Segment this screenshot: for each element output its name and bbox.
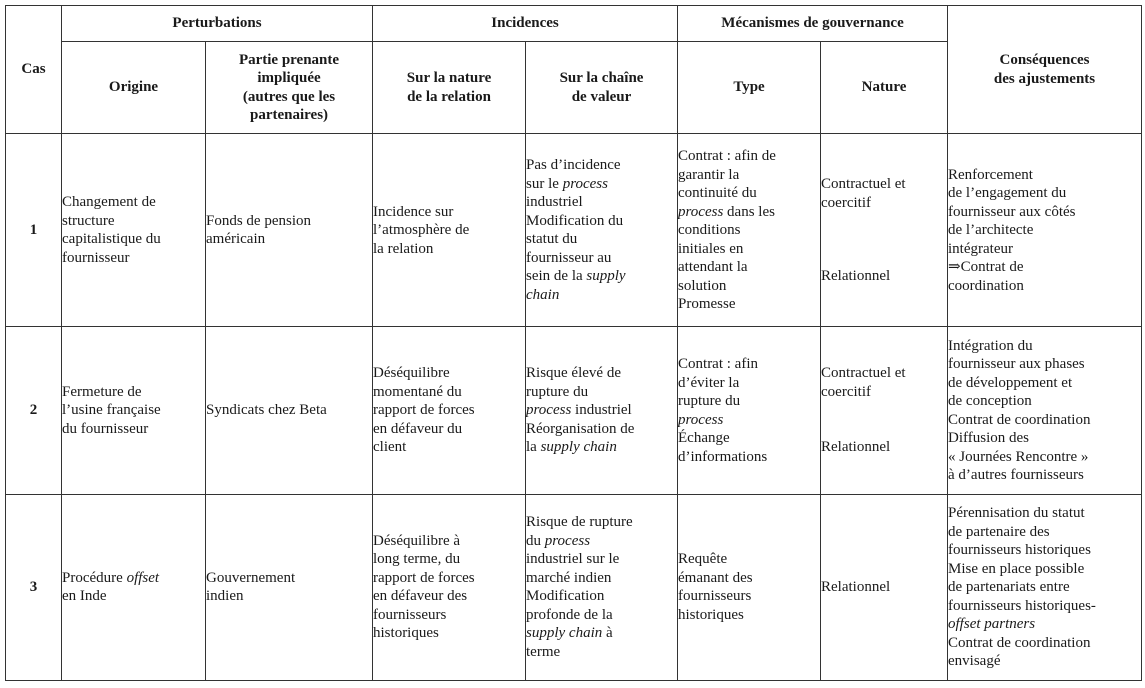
nature-line: Relationnel: [821, 268, 891, 285]
type-cell: [678, 327, 821, 494]
partie-line: Syndicats chez Beta: [206, 402, 327, 419]
nature-relation-line: Incidence sur: [373, 203, 454, 220]
nature-spacer: [821, 212, 947, 267]
consequences-line: fournisseurs historiques: [948, 542, 1091, 559]
header-perturbations: Perturbations: [62, 6, 373, 42]
nature-relation-line: fournisseurs: [373, 606, 447, 623]
consequences-line: coordination: [948, 277, 1024, 294]
consequences-line: envisagé: [948, 653, 1001, 670]
nature-cell: [821, 134, 948, 327]
consequences-line: de l’engagement du: [948, 185, 1067, 202]
consequences-line: de conception: [948, 393, 1032, 410]
nature-line: Relationnel: [821, 579, 891, 596]
consequences-line: de partenariats entre: [948, 579, 1070, 596]
consequences-italic: offset partners: [948, 616, 1036, 633]
chaine-valeur-line: Modification du: [526, 212, 624, 229]
chaine-valeur-cell: [526, 134, 678, 327]
type-line: Requête: [678, 551, 728, 568]
type-italic: process: [678, 203, 724, 220]
consequences-line: fournisseur aux côtés: [948, 203, 1076, 220]
chaine-valeur-text: industriel: [571, 402, 632, 419]
nature-relation-line: long terme, du: [373, 551, 461, 568]
origine-line: Changement de: [62, 194, 156, 211]
governance-table: [5, 5, 1142, 681]
consequences-line: fournisseur aux phases: [948, 356, 1085, 373]
partie-cell: [206, 327, 373, 494]
consequences-line: ⇒Contrat de: [948, 259, 1024, 276]
chaine-valeur-italic: chain: [526, 286, 560, 303]
type-line: continuité du: [678, 185, 757, 202]
nature-line: coercitif: [821, 383, 871, 400]
nature-relation-line: historiques: [373, 625, 439, 642]
chaine-valeur-line: [526, 175, 677, 194]
chaine-valeur-line: rupture du: [526, 383, 589, 400]
cas-number: 2: [6, 327, 62, 494]
chaine-valeur-line: terme: [526, 643, 561, 660]
type-line: émanant des: [678, 569, 753, 586]
partie-cell: [206, 134, 373, 327]
nature-relation-line: la relation: [373, 240, 434, 257]
header-row-1: [6, 6, 1142, 42]
chaine-valeur-line: [526, 438, 677, 457]
header-chaine-valeur-line: de valeur: [571, 88, 632, 105]
header-nature: Nature: [821, 42, 948, 134]
type-line: historiques: [678, 606, 744, 623]
nature-relation-cell: [373, 494, 526, 680]
chaine-valeur-line: Risque élevé de: [526, 365, 621, 382]
type-line: solution: [678, 277, 727, 294]
header-mecanismes: Mécanismes de gouvernance: [678, 6, 948, 42]
consequences-line: Contrat de coordination: [948, 411, 1091, 428]
chaine-valeur-line: Réorganisation de: [526, 420, 635, 437]
partie-line: américain: [206, 231, 266, 248]
type-line: d’informations: [678, 448, 768, 465]
chaine-valeur-line: Risque de rupture: [526, 514, 633, 531]
header-chaine-valeur: [526, 42, 678, 134]
nature-relation-cell: [373, 134, 526, 327]
nature-spacer: [821, 401, 947, 438]
origine-cell: [62, 327, 206, 494]
header-partie-prenante: [206, 42, 373, 134]
origine-line: [62, 569, 205, 588]
chaine-valeur-line: [526, 267, 677, 286]
chaine-valeur-text: du: [526, 532, 545, 549]
nature-relation-line: Déséquilibre: [373, 365, 450, 382]
type-line: Échange: [678, 430, 730, 447]
nature-line: Contractuel et: [821, 365, 906, 382]
partie-line: Gouvernement: [206, 569, 296, 586]
cas-number: 3: [6, 494, 62, 680]
nature-relation-line: momentané du: [373, 383, 462, 400]
header-origine: Origine: [62, 42, 206, 134]
header-partie-line: impliquée: [257, 70, 321, 87]
header-chaine-valeur-line: Sur la chaîne: [559, 70, 644, 87]
type-line: rupture du: [678, 393, 741, 410]
type-line: Promesse: [678, 296, 736, 313]
partie-cell: [206, 494, 373, 680]
chaine-valeur-line: marché indien: [526, 569, 612, 586]
header-cas: Cas: [6, 6, 62, 134]
header-partie-line: Partie prenante: [238, 51, 340, 68]
origine-cell: [62, 134, 206, 327]
consequences-cell: [948, 494, 1142, 680]
origine-line: structure: [62, 212, 115, 229]
consequences-line: « Journées Rencontre »: [948, 448, 1089, 465]
chaine-valeur-italic: process: [544, 532, 591, 549]
consequences-line: Renforcement: [948, 166, 1033, 183]
chaine-valeur-italic: process: [526, 402, 572, 419]
type-italic: process: [678, 411, 724, 428]
origine-line: en Inde: [62, 588, 107, 605]
nature-relation-cell: [373, 327, 526, 494]
nature-relation-line: en défaveur des: [373, 588, 468, 605]
type-line: Contrat : afin de: [678, 148, 776, 165]
partie-line: indien: [206, 588, 244, 605]
consequences-line: de partenaire des: [948, 523, 1050, 540]
nature-relation-line: Déséquilibre à: [373, 532, 461, 549]
origine-text: Procédure: [62, 569, 127, 586]
consequences-line: de développement et: [948, 374, 1073, 391]
type-line: initiales en: [678, 240, 744, 257]
origine-italic: offset: [126, 569, 160, 586]
chaine-valeur-line: industriel sur le: [526, 551, 620, 568]
consequences-line: à d’autres fournisseurs: [948, 467, 1084, 484]
nature-line: coercitif: [821, 194, 871, 211]
header-nature-relation-line: de la relation: [407, 88, 491, 105]
chaine-valeur-line: fournisseur au: [526, 249, 612, 266]
header-nature-relation: [373, 42, 526, 134]
chaine-valeur-italic: supply chain: [526, 625, 603, 642]
origine-cell: [62, 494, 206, 680]
header-incidences: Incidences: [373, 6, 678, 42]
chaine-valeur-text: à: [602, 625, 613, 642]
nature-line: Relationnel: [821, 439, 891, 456]
type-line: [678, 203, 820, 222]
consequences-line: Pérennisation du statut: [948, 505, 1085, 522]
header-consequences-line: Conséquences: [999, 52, 1090, 69]
type-line: conditions: [678, 222, 741, 239]
chaine-valeur-italic: supply chain: [540, 439, 617, 456]
type-line: d’éviter la: [678, 374, 740, 391]
chaine-valeur-line: [526, 401, 677, 420]
nature-relation-line: l’atmosphère de: [373, 222, 470, 239]
chaine-valeur-line: industriel: [526, 194, 583, 211]
header-partie-line: (autres que les: [242, 88, 336, 105]
type-line: Contrat : afin: [678, 356, 758, 373]
type-line: attendant la: [678, 259, 748, 276]
nature-relation-line: rapport de forces: [373, 402, 475, 419]
header-consequences-line: des ajustements: [993, 70, 1096, 87]
chaine-valeur-text: sur le: [526, 175, 563, 192]
consequences-cell: [948, 134, 1142, 327]
chaine-valeur-text: la: [526, 439, 541, 456]
consequences-line: fournisseurs historiques-: [948, 597, 1096, 614]
nature-line: Contractuel et: [821, 176, 906, 193]
header-partie-line: partenaires): [249, 107, 329, 124]
nature-cell: [821, 327, 948, 494]
consequences-cell: [948, 327, 1142, 494]
origine-line: du fournisseur: [62, 420, 149, 437]
nature-relation-line: client: [373, 439, 407, 456]
table-row: [6, 327, 1142, 494]
consequences-line: Mise en place possible: [948, 560, 1085, 577]
chaine-valeur-line: statut du: [526, 231, 578, 248]
table-row: [6, 134, 1142, 327]
chaine-valeur-cell: [526, 494, 678, 680]
chaine-valeur-italic: process: [562, 175, 608, 192]
chaine-valeur-line: profonde de la: [526, 606, 613, 623]
origine-line: capitalistique du: [62, 231, 161, 248]
header-type: Type: [678, 42, 821, 134]
consequences-line: intégrateur: [948, 240, 1013, 257]
chaine-valeur-text: sein de la: [526, 268, 587, 285]
origine-line: Fermeture de: [62, 383, 142, 400]
type-line: garantir la: [678, 166, 740, 183]
type-cell: [678, 134, 821, 327]
partie-line: Fonds de pension: [206, 212, 311, 229]
nature-relation-line: en défaveur du: [373, 420, 463, 437]
chaine-valeur-italic: supply: [586, 268, 626, 285]
origine-line: l’usine française: [62, 402, 161, 419]
cas-number: 1: [6, 134, 62, 327]
type-text: dans les: [723, 203, 775, 220]
chaine-valeur-cell: [526, 327, 678, 494]
consequences-line: Diffusion des: [948, 430, 1029, 447]
consequences-line: Contrat de coordination: [948, 634, 1091, 651]
nature-relation-line: rapport de forces: [373, 569, 475, 586]
chaine-valeur-line: Modification: [526, 588, 605, 605]
type-cell: [678, 494, 821, 680]
origine-line: fournisseur: [62, 249, 130, 266]
chaine-valeur-line: Pas d’incidence: [526, 157, 621, 174]
header-consequences: [948, 6, 1142, 134]
type-line: fournisseurs: [678, 588, 752, 605]
consequences-line: de l’architecte: [948, 222, 1034, 239]
nature-cell: [821, 494, 948, 680]
consequences-line: Intégration du: [948, 337, 1033, 354]
chaine-valeur-line: [526, 624, 677, 643]
chaine-valeur-line: [526, 532, 677, 551]
header-nature-relation-line: Sur la nature: [406, 70, 492, 87]
table-row: [6, 494, 1142, 680]
